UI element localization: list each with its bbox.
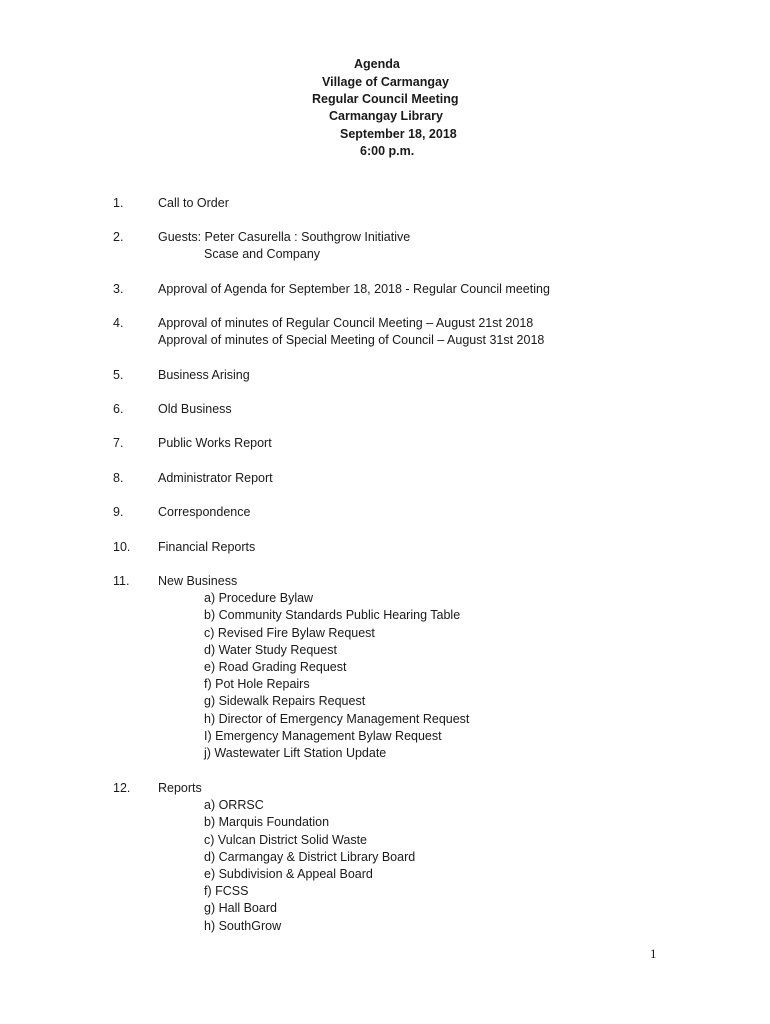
sub-item: g) Hall Board xyxy=(204,901,277,916)
item-text: Approval of minutes of Special Meeting of Council – August 31st 2018 xyxy=(158,333,545,348)
item-text: Guests: Peter Casurella : Southgrow Initiative xyxy=(158,230,411,244)
item-number: 4. xyxy=(113,316,124,330)
item-number: 8. xyxy=(113,471,124,485)
item-text: Approval of Agenda for September 18, 2018 - Regular Council meeting xyxy=(158,282,550,296)
item-text: Old Business xyxy=(158,402,232,416)
sub-item: e) Subdivision & Appeal Board xyxy=(204,867,373,882)
item-number: 10. xyxy=(113,540,131,554)
item-text-continued: Scase and Company xyxy=(204,247,321,262)
header-date: September 18, 2018 xyxy=(340,127,457,141)
sub-item: a) ORRSC xyxy=(204,798,264,813)
item-text: Correspondence xyxy=(158,505,251,519)
page-number: 1 xyxy=(650,946,657,961)
item-text: Call to Order xyxy=(158,196,229,210)
sub-item: d) Water Study Request xyxy=(204,642,337,657)
item-text: Approval of minutes of Regular Council Meeting – August 21st 2018 xyxy=(158,316,534,330)
sub-item: I) Emergency Management Bylaw Request xyxy=(204,728,442,743)
item-text: Financial Reports xyxy=(158,540,256,554)
sub-item: j) Wastewater Lift Station Update xyxy=(204,746,387,761)
item-title: New Business xyxy=(158,574,238,588)
header-meeting-type: Regular Council Meeting xyxy=(312,92,459,106)
item-number: 2. xyxy=(113,230,124,244)
item-number: 12. xyxy=(113,781,131,795)
sub-item: c) Revised Fire Bylaw Request xyxy=(204,625,375,640)
sub-item: f) Pot Hole Repairs xyxy=(204,677,310,692)
sub-item: f) FCSS xyxy=(204,884,249,899)
sub-item: g) Sidewalk Repairs Request xyxy=(204,694,366,709)
item-number: 11. xyxy=(113,574,130,588)
header-organization: Village of Carmangay xyxy=(322,75,449,89)
sub-item: a) Procedure Bylaw xyxy=(204,591,314,606)
item-number: 6. xyxy=(113,402,124,416)
sub-item: d) Carmangay & District Library Board xyxy=(204,849,416,864)
item-number: 1. xyxy=(113,196,124,210)
item-number: 3. xyxy=(113,282,124,296)
header-location: Carmangay Library xyxy=(329,109,443,123)
item-text: Public Works Report xyxy=(158,436,272,450)
item-number: 7. xyxy=(113,436,124,450)
item-title: Reports xyxy=(158,781,202,795)
sub-item: h) Director of Emergency Management Request xyxy=(204,711,470,726)
sub-item: e) Road Grading Request xyxy=(204,660,347,675)
header-title: Agenda xyxy=(354,57,400,71)
sub-item: b) Community Standards Public Hearing Table xyxy=(204,608,461,623)
sub-item: b) Marquis Foundation xyxy=(204,815,330,830)
item-number: 5. xyxy=(113,368,124,382)
item-number: 9. xyxy=(113,505,124,519)
sub-item: c) Vulcan District Solid Waste xyxy=(204,832,368,847)
item-text: Administrator Report xyxy=(158,471,273,485)
sub-item: h) SouthGrow xyxy=(204,918,282,933)
header-time: 6:00 p.m. xyxy=(360,144,415,158)
item-text: Business Arising xyxy=(158,368,250,382)
